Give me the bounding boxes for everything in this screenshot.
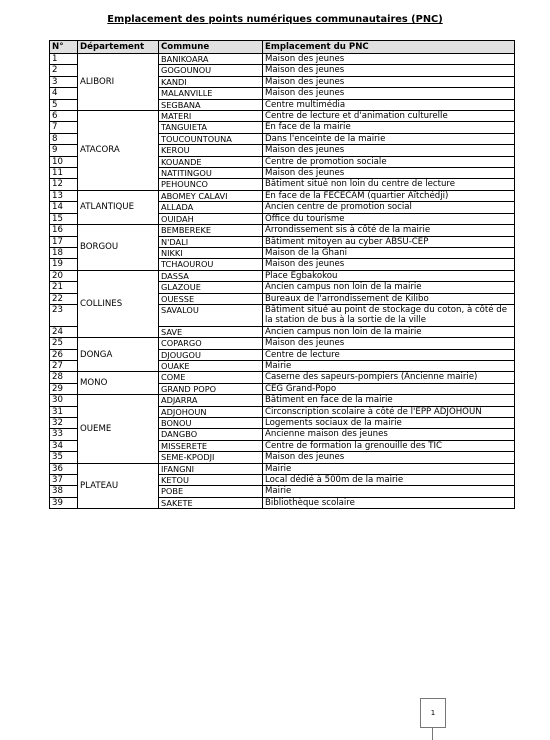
table-row — [50, 395, 515, 406]
location-cell: Mairie — [263, 486, 515, 497]
location-cell: Maison des jeunes — [263, 88, 515, 99]
commune-cell: OUAKE — [159, 360, 263, 371]
header-number: N° — [50, 41, 78, 54]
commune-cell: COME — [159, 372, 263, 383]
location-cell: Maison des jeunes — [263, 259, 515, 270]
commune-cell: DJOUGOU — [159, 349, 263, 360]
row-number: 2 — [50, 65, 78, 76]
table-header-row — [50, 41, 515, 54]
location-cell: Centre de promotion sociale — [263, 156, 515, 167]
row-number: 33 — [50, 429, 78, 440]
row-number: 30 — [50, 395, 78, 406]
pnc-table — [49, 40, 515, 509]
row-number: 8 — [50, 133, 78, 144]
location-cell: Bâtiment situé non loin du centre de lecture — [263, 179, 515, 190]
department-cell: COLLINES — [78, 270, 159, 337]
commune-cell: ADJARRA — [159, 395, 263, 406]
row-number: 17 — [50, 236, 78, 247]
row-number: 22 — [50, 293, 78, 304]
location-cell: Maison des jeunes — [263, 65, 515, 76]
location-cell: Bibliothèque scolaire — [263, 497, 515, 508]
location-cell: Mairie — [263, 360, 515, 371]
table-body — [50, 54, 515, 509]
department-cell: ALIBORI — [78, 54, 159, 111]
location-cell: Ancien campus non loin de la mairie — [263, 282, 515, 293]
location-cell: Bâtiment mitoyen au cyber ABSU-CEP — [263, 236, 515, 247]
table-row — [50, 372, 515, 383]
commune-cell: OUIDAH — [159, 213, 263, 224]
row-number: 5 — [50, 99, 78, 110]
location-cell: Bureaux de l'arrondissement de Kilibo — [263, 293, 515, 304]
row-number: 29 — [50, 383, 78, 394]
row-number: 34 — [50, 440, 78, 451]
commune-cell: COPARGO — [159, 338, 263, 349]
commune-cell: KOUANDE — [159, 156, 263, 167]
commune-cell: DASSA — [159, 270, 263, 281]
location-cell: Local dédié à 500m de la mairie — [263, 475, 515, 486]
department-cell: ATACORA — [78, 111, 159, 191]
row-number: 20 — [50, 270, 78, 281]
location-cell: Maison des jeunes — [263, 76, 515, 87]
row-number: 7 — [50, 122, 78, 133]
commune-cell: GLAZOUE — [159, 282, 263, 293]
row-number: 26 — [50, 349, 78, 360]
row-number: 27 — [50, 360, 78, 371]
table-row — [50, 190, 515, 201]
table-row — [50, 54, 515, 65]
row-number: 36 — [50, 463, 78, 474]
location-cell: Bâtiment en face de la mairie — [263, 395, 515, 406]
row-number: 38 — [50, 486, 78, 497]
commune-cell: TOUCOUNTOUNA — [159, 133, 263, 144]
row-number: 21 — [50, 282, 78, 293]
header-department: Département — [78, 41, 159, 54]
location-cell: Ancienne maison des jeunes — [263, 429, 515, 440]
commune-cell: TANGUIETA — [159, 122, 263, 133]
commune-cell: SAKETE — [159, 497, 263, 508]
location-cell: Ancien centre de promotion social — [263, 202, 515, 213]
location-cell: Centre de formation la grenouille des TIC — [263, 440, 515, 451]
location-cell: Ancien campus non loin de la mairie — [263, 326, 515, 337]
row-number: 24 — [50, 326, 78, 337]
row-number: 25 — [50, 338, 78, 349]
row-number: 10 — [50, 156, 78, 167]
commune-cell: OUESSE — [159, 293, 263, 304]
commune-cell: SAVALOU — [159, 304, 263, 326]
location-cell: Maison des jeunes — [263, 338, 515, 349]
row-number: 14 — [50, 202, 78, 213]
header-location: Emplacement du PNC — [263, 41, 515, 54]
location-cell: Maison de la Ghani — [263, 247, 515, 258]
page-number: 1 — [420, 698, 446, 728]
commune-cell: TCHAOUROU — [159, 259, 263, 270]
department-cell: BORGOU — [78, 225, 159, 271]
location-cell: Centre de lecture et d'animation culturelle — [263, 111, 515, 122]
commune-cell: NATITINGOU — [159, 168, 263, 179]
location-cell: Maison des jeunes — [263, 452, 515, 463]
commune-cell: KANDI — [159, 76, 263, 87]
department-cell: PLATEAU — [78, 463, 159, 509]
location-cell: Arrondissement sis à côté de la mairie — [263, 225, 515, 236]
row-number: 13 — [50, 190, 78, 201]
location-cell: Maison des jeunes — [263, 54, 515, 65]
location-cell: Office du tourisme — [263, 213, 515, 224]
table-row — [50, 463, 515, 474]
commune-cell: PEHOUNCO — [159, 179, 263, 190]
commune-cell: MATERI — [159, 111, 263, 122]
department-cell: MONO — [78, 372, 159, 395]
commune-cell: NIKKI — [159, 247, 263, 258]
commune-cell: ABOMEY CALAVI — [159, 190, 263, 201]
commune-cell: ALLADA — [159, 202, 263, 213]
row-number: 32 — [50, 418, 78, 429]
location-cell: En face de la FECECAM (quartier Aïtchédji) — [263, 190, 515, 201]
table-row — [50, 225, 515, 236]
location-cell: Mairie — [263, 463, 515, 474]
commune-cell: IFANGNI — [159, 463, 263, 474]
row-number: 31 — [50, 406, 78, 417]
location-cell: Centre multimédia — [263, 99, 515, 110]
row-number: 9 — [50, 145, 78, 156]
commune-cell: N'DALI — [159, 236, 263, 247]
location-cell: Caserne des sapeurs-pompiers (Ancienne mairie) — [263, 372, 515, 383]
row-number: 18 — [50, 247, 78, 258]
department-cell: DONGA — [78, 338, 159, 372]
department-cell: OUEME — [78, 395, 159, 463]
location-cell: Bâtiment situé au point de stockage du coton, à côté de la station de bus à la sortie de la ville — [263, 304, 515, 326]
location-cell: Logements sociaux de la mairie — [263, 418, 515, 429]
location-cell: En face de la mairie — [263, 122, 515, 133]
commune-cell: BANIKOARA — [159, 54, 263, 65]
commune-cell: DANGBO — [159, 429, 263, 440]
department-cell: ATLANTIQUE — [78, 190, 159, 224]
row-number: 19 — [50, 259, 78, 270]
row-number: 37 — [50, 475, 78, 486]
header-commune: Commune — [159, 41, 263, 54]
commune-cell: SEGBANA — [159, 99, 263, 110]
row-number: 23 — [50, 304, 78, 326]
row-number: 35 — [50, 452, 78, 463]
row-number: 1 — [50, 54, 78, 65]
table-row — [50, 338, 515, 349]
location-cell: Circonscription scolaire à côté de l'EPP ADJOHOUN — [263, 406, 515, 417]
commune-cell: ADJOHOUN — [159, 406, 263, 417]
row-number: 16 — [50, 225, 78, 236]
document-title: Emplacement des points numériques communautaires (PNC) — [107, 14, 443, 25]
row-number: 39 — [50, 497, 78, 508]
location-cell: Dans l'enceinte de la mairie — [263, 133, 515, 144]
row-number: 12 — [50, 179, 78, 190]
row-number: 4 — [50, 88, 78, 99]
row-number: 28 — [50, 372, 78, 383]
location-cell: Centre de lecture — [263, 349, 515, 360]
row-number: 3 — [50, 76, 78, 87]
location-cell: CEG Grand-Popo — [263, 383, 515, 394]
commune-cell: SAVE — [159, 326, 263, 337]
location-cell: Place Egbakokou — [263, 270, 515, 281]
commune-cell: BONOU — [159, 418, 263, 429]
table-row — [50, 111, 515, 122]
commune-cell: GRAND POPO — [159, 383, 263, 394]
commune-cell: GOGOUNOU — [159, 65, 263, 76]
location-cell: Maison des jeunes — [263, 145, 515, 156]
commune-cell: KETOU — [159, 475, 263, 486]
footer-divider — [432, 727, 433, 740]
commune-cell: BEMBEREKE — [159, 225, 263, 236]
commune-cell: SEME-KPODJI — [159, 452, 263, 463]
location-cell: Maison des jeunes — [263, 168, 515, 179]
commune-cell: MALANVILLE — [159, 88, 263, 99]
table-row — [50, 270, 515, 281]
commune-cell: POBE — [159, 486, 263, 497]
row-number: 6 — [50, 111, 78, 122]
commune-cell: MISSERETE — [159, 440, 263, 451]
row-number: 11 — [50, 168, 78, 179]
commune-cell: KEROU — [159, 145, 263, 156]
row-number: 15 — [50, 213, 78, 224]
